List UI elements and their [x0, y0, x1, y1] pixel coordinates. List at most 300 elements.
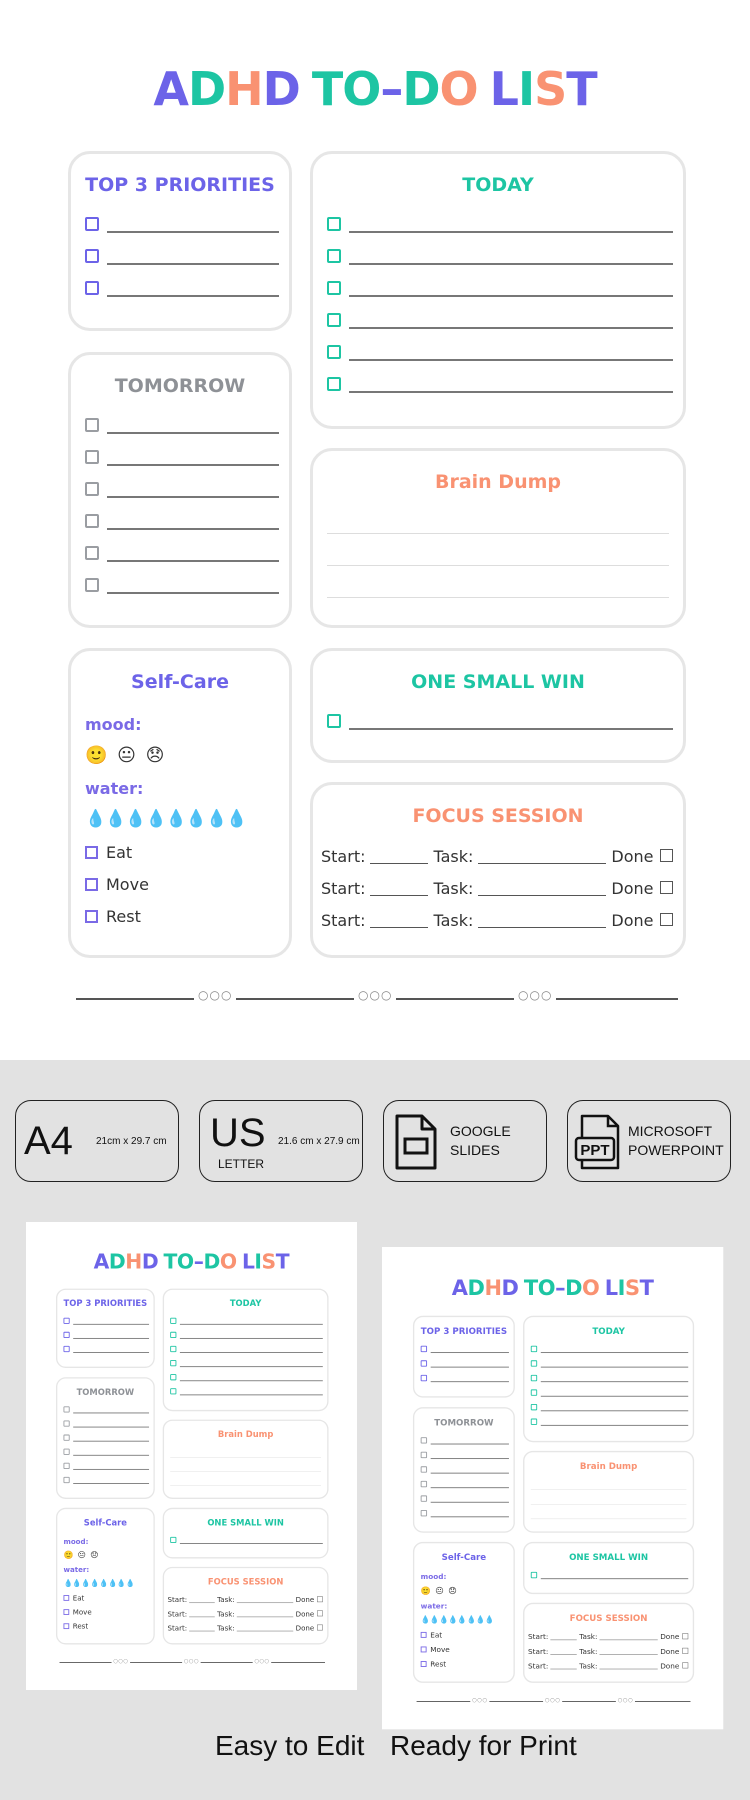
title-letter: T — [566, 62, 597, 116]
title-letter: T — [639, 1275, 654, 1300]
title-letter: A — [93, 1249, 109, 1274]
write-line — [180, 1324, 323, 1325]
checkbox[interactable] — [421, 1437, 427, 1443]
checkbox[interactable] — [421, 1346, 427, 1352]
tomorrow-task-row — [63, 1476, 149, 1485]
focus-row — [168, 1610, 323, 1618]
brain-dump-card — [523, 1451, 694, 1533]
tomorrow-task-row — [63, 1405, 149, 1414]
checkbox[interactable] — [170, 1346, 176, 1352]
write-line — [73, 1455, 149, 1456]
divider-segment — [271, 1662, 325, 1663]
done-label: Done — [660, 1632, 680, 1642]
checkbox[interactable] — [63, 1406, 69, 1412]
tomorrow-task-row — [85, 512, 279, 532]
checkbox[interactable] — [421, 1495, 427, 1501]
checkbox[interactable] — [85, 482, 99, 496]
win-task-row — [170, 1536, 323, 1545]
tomorrow-card — [68, 352, 292, 628]
write-line — [431, 1381, 509, 1382]
thumbnail-a4 — [26, 1222, 357, 1690]
top3-priorities-card — [413, 1316, 515, 1398]
self-care-item-label: Move — [106, 875, 149, 894]
divider-dots-icon: ○○○ — [518, 988, 553, 1002]
title-letter: D — [501, 1275, 519, 1300]
tomorrow-task-row — [421, 1436, 509, 1445]
checkbox[interactable] — [531, 1572, 537, 1578]
today-task-row — [170, 1373, 323, 1382]
checkbox[interactable] — [421, 1661, 427, 1667]
top3-task-row — [85, 279, 279, 299]
self-care-item — [63, 1608, 91, 1616]
self-care-item — [85, 843, 132, 862]
today-heading: TODAY — [229, 1298, 262, 1309]
write-line — [541, 1381, 688, 1382]
checkbox[interactable] — [531, 1360, 537, 1366]
done-checkbox[interactable] — [317, 1625, 323, 1631]
slides-file-icon — [394, 1113, 438, 1171]
water-drops: 💧💧💧💧💧💧💧💧 — [63, 1578, 135, 1588]
write-line — [107, 560, 279, 562]
write-line — [431, 1352, 509, 1353]
footer-divider — [60, 1658, 324, 1665]
checkbox[interactable] — [85, 450, 99, 464]
divider-dots-icon: ○○○ — [472, 1696, 488, 1703]
win-heading: ONE SMALL WIN — [411, 671, 585, 693]
title-letter: T — [523, 1275, 538, 1300]
focus-row — [168, 1596, 323, 1604]
checkbox[interactable] — [85, 249, 99, 263]
write-line — [349, 327, 673, 329]
powerpoint-line1: MICROSOFT — [628, 1123, 712, 1139]
title-letter: D — [565, 1275, 582, 1300]
focus-row — [321, 847, 673, 866]
a4-size-badge — [15, 1100, 179, 1182]
checkbox[interactable] — [531, 1389, 537, 1395]
checkbox[interactable] — [85, 418, 99, 432]
write-line — [180, 1366, 323, 1367]
brain-dump-line — [327, 597, 669, 598]
self-care-item-label: Move — [430, 1645, 450, 1654]
write-line — [107, 528, 279, 530]
task-label: Task: — [433, 847, 474, 866]
page-title — [26, 1249, 357, 1273]
focus-heading: FOCUS SESSION — [412, 805, 584, 827]
today-card — [163, 1289, 329, 1412]
easy-to-edit-tagline: Easy to Edit — [215, 1730, 365, 1761]
done-checkbox[interactable] — [317, 1596, 323, 1602]
title-letter: A — [153, 62, 188, 116]
us-letter-badge — [199, 1100, 363, 1182]
today-task-row — [170, 1359, 323, 1368]
water-label: water: — [85, 779, 144, 798]
title-letter: L — [241, 1249, 255, 1274]
page-title — [382, 1275, 723, 1300]
self-care-item — [85, 907, 141, 926]
brain-heading: Brain Dump — [217, 1429, 274, 1440]
write-line — [73, 1441, 149, 1442]
title-letter: D — [141, 1249, 159, 1274]
checkbox[interactable] — [63, 1449, 69, 1455]
thumbnail-us-letter — [382, 1247, 723, 1703]
a4-dimensions: 21cm x 29.7 cm — [96, 1136, 167, 1147]
tomorrow-task-row — [421, 1451, 509, 1460]
today-task-row — [531, 1418, 688, 1427]
win-task-row — [327, 712, 673, 732]
done-checkbox[interactable] — [660, 849, 673, 862]
start-label: Start: — [167, 1595, 188, 1604]
checkbox[interactable] — [63, 1595, 69, 1601]
today-task-row — [170, 1331, 323, 1340]
title-letter: S — [261, 1249, 276, 1274]
write-line — [107, 592, 279, 594]
checkbox[interactable] — [63, 1420, 69, 1426]
today-task-row — [531, 1374, 688, 1383]
self-care-item-label: Rest — [430, 1659, 447, 1669]
tomorrow-task-row — [421, 1509, 509, 1518]
task-label: Task: — [217, 1609, 235, 1619]
write-line — [541, 1367, 688, 1368]
done-label: Done — [295, 1609, 315, 1619]
water-drops: 💧💧💧💧💧💧💧💧 — [420, 1615, 495, 1625]
tomorrow-task-row — [85, 544, 279, 564]
title-letter: S — [625, 1275, 640, 1300]
checkbox[interactable] — [85, 846, 98, 859]
today-task-row — [531, 1345, 688, 1354]
google-slides-line1: GOOGLE — [450, 1123, 511, 1139]
focus-row — [321, 879, 673, 898]
focus-row — [168, 1624, 323, 1632]
tomorrow-task-row — [63, 1448, 149, 1457]
checkbox[interactable] — [421, 1452, 427, 1458]
write-line — [107, 295, 279, 297]
top3-priorities-card — [68, 151, 292, 331]
self-care-item-label: Move — [72, 1607, 92, 1617]
divider-segment — [130, 1662, 182, 1663]
focus-row — [528, 1632, 688, 1641]
start-blank — [370, 914, 428, 928]
write-line — [180, 1543, 323, 1544]
title-letter: I — [254, 1249, 262, 1274]
win-heading: ONE SMALL WIN — [207, 1517, 284, 1528]
water-drops: 💧💧💧💧💧💧💧💧 — [85, 809, 247, 829]
google-slides-line2: SLIDES — [450, 1142, 500, 1158]
divider-segment — [60, 1662, 112, 1663]
checkbox[interactable] — [170, 1318, 176, 1324]
start-blank — [551, 1663, 577, 1669]
start-label: Start: — [528, 1646, 549, 1656]
done-label: Done — [611, 847, 654, 866]
checkbox[interactable] — [63, 1623, 69, 1629]
today-task-row — [327, 375, 673, 395]
write-line — [107, 464, 279, 466]
title-letter: T — [163, 1249, 177, 1274]
checkbox[interactable] — [421, 1632, 427, 1638]
divider-segment — [417, 1701, 471, 1702]
ppt-file-icon — [574, 1113, 624, 1171]
task-blank — [478, 882, 606, 896]
title-letter: I — [617, 1275, 626, 1300]
start-label: Start: — [321, 847, 366, 866]
task-blank — [478, 914, 606, 928]
title-letter: S — [534, 62, 567, 116]
write-line — [107, 263, 279, 265]
top3-task-row — [85, 247, 279, 267]
checkbox[interactable] — [421, 1510, 427, 1516]
promo-area — [0, 1060, 750, 1800]
tomorrow-task-row — [85, 448, 279, 468]
checkbox[interactable] — [531, 1346, 537, 1352]
tomorrow-task-row — [85, 576, 279, 596]
start-label: Start: — [321, 879, 366, 898]
done-label: Done — [295, 1623, 315, 1633]
start-blank — [551, 1648, 577, 1654]
mood-label: mood: — [85, 715, 142, 734]
tomorrow-heading: TOMORROW — [76, 1387, 135, 1398]
checkbox[interactable] — [63, 1318, 69, 1324]
write-line — [541, 1425, 688, 1426]
tomorrow-card — [56, 1377, 155, 1499]
tomorrow-task-row — [85, 480, 279, 500]
write-line — [107, 432, 279, 434]
mood-emojis: 🙂 😐 😞 — [85, 745, 167, 766]
checkbox[interactable] — [85, 281, 99, 295]
done-label: Done — [611, 911, 654, 930]
letter-label: LETTER — [218, 1157, 265, 1171]
win-task-row — [531, 1571, 688, 1580]
start-label: Start: — [321, 911, 366, 930]
today-task-row — [531, 1359, 688, 1368]
start-blank — [189, 1597, 215, 1603]
title-letter: – — [380, 62, 403, 116]
self-care-card — [56, 1508, 155, 1645]
mood-label: mood: — [63, 1537, 89, 1546]
top3-task-row — [85, 215, 279, 235]
write-line — [541, 1396, 688, 1397]
one-small-win-card — [523, 1542, 694, 1594]
a4-label: A4 — [24, 1119, 73, 1163]
title-letter: O — [176, 1249, 194, 1274]
divider-dots-icon: ○○○ — [198, 988, 233, 1002]
focus-heading: FOCUS SESSION — [207, 1577, 284, 1587]
task-blank — [600, 1648, 658, 1654]
today-task-row — [531, 1389, 688, 1398]
top3-task-row — [421, 1359, 509, 1368]
task-label: Task: — [579, 1646, 598, 1656]
checkbox[interactable] — [63, 1463, 69, 1469]
divider-segment — [236, 998, 354, 1000]
checkbox[interactable] — [85, 910, 98, 923]
footer-divider — [417, 1697, 689, 1704]
checkbox[interactable] — [85, 546, 99, 560]
checkbox[interactable] — [327, 217, 341, 231]
checkbox[interactable] — [63, 1332, 69, 1338]
google-slides-badge — [383, 1100, 547, 1182]
brain-dump-line — [327, 565, 669, 566]
divider-segment — [635, 1701, 691, 1702]
checkbox[interactable] — [421, 1481, 427, 1487]
checkbox[interactable] — [170, 1374, 176, 1380]
top3-task-row — [63, 1345, 149, 1354]
task-blank — [237, 1611, 293, 1617]
footer-divider — [76, 988, 674, 1004]
top3-task-row — [63, 1331, 149, 1340]
checkbox[interactable] — [327, 249, 341, 263]
divider-dots-icon: ○○○ — [544, 1696, 561, 1703]
task-label: Task: — [579, 1661, 598, 1671]
title-letter: L — [489, 62, 518, 116]
write-line — [541, 1410, 688, 1411]
write-line — [73, 1338, 149, 1339]
done-checkbox[interactable] — [660, 881, 673, 894]
divider-segment — [201, 1662, 253, 1663]
write-line — [107, 496, 279, 498]
tomorrow-heading: TOMORROW — [434, 1417, 494, 1428]
checkbox[interactable] — [531, 1404, 537, 1410]
today-task-row — [327, 343, 673, 363]
write-line — [73, 1469, 149, 1470]
us-dimensions: 21.6 cm x 27.9 cm — [278, 1136, 360, 1147]
title-letter: – — [193, 1249, 204, 1274]
focus-row — [528, 1647, 688, 1656]
checkbox[interactable] — [170, 1360, 176, 1366]
checkbox[interactable] — [170, 1332, 176, 1338]
task-blank — [478, 850, 606, 864]
task-label: Task: — [217, 1595, 235, 1604]
done-checkbox[interactable] — [660, 913, 673, 926]
tomorrow-heading: TOMORROW — [114, 375, 246, 397]
write-line — [541, 1352, 688, 1353]
task-label: Task: — [217, 1623, 235, 1633]
write-line — [431, 1516, 509, 1517]
write-line — [180, 1338, 323, 1339]
title-letter: O — [581, 1275, 600, 1300]
write-line — [431, 1458, 509, 1459]
self-care-item-label: Rest — [106, 907, 141, 926]
checkbox[interactable] — [327, 281, 341, 295]
write-line — [180, 1380, 323, 1381]
mood-emojis: 🙂 😐 😞 — [420, 1585, 458, 1596]
focus-session-card — [163, 1567, 329, 1645]
win-heading: ONE SMALL WIN — [569, 1552, 649, 1563]
done-checkbox[interactable] — [682, 1633, 688, 1639]
checkbox[interactable] — [85, 217, 99, 231]
checkbox[interactable] — [327, 345, 341, 359]
checkbox[interactable] — [85, 514, 99, 528]
divider-dots-icon: ○○○ — [254, 1657, 270, 1664]
done-checkbox[interactable] — [682, 1662, 688, 1668]
today-task-row — [327, 247, 673, 267]
top3-priorities-card — [56, 1289, 155, 1368]
write-line — [107, 231, 279, 233]
checkbox[interactable] — [170, 1537, 176, 1543]
selfcare-heading: Self-Care — [441, 1552, 487, 1563]
write-line — [349, 263, 673, 265]
self-care-item-label: Eat — [106, 843, 133, 862]
thumbnail-us-sheet — [382, 1247, 723, 1729]
divider-segment — [489, 1701, 543, 1702]
task-blank — [237, 1597, 293, 1603]
task-label: Task: — [433, 911, 474, 930]
today-card — [310, 151, 686, 429]
divider-segment — [556, 998, 678, 1000]
checkbox[interactable] — [327, 714, 341, 728]
write-line — [431, 1367, 509, 1368]
write-line — [73, 1427, 149, 1428]
checkbox[interactable] — [421, 1466, 427, 1472]
checkbox[interactable] — [85, 878, 98, 891]
title-letter: D — [203, 1249, 220, 1274]
today-task-row — [531, 1403, 688, 1412]
top3-task-row — [63, 1317, 149, 1326]
title-letter: D — [402, 62, 440, 116]
today-task-row — [327, 311, 673, 331]
start-label: Start: — [528, 1632, 549, 1642]
write-line — [73, 1413, 149, 1414]
tomorrow-task-row — [63, 1420, 149, 1429]
self-care-item — [421, 1631, 442, 1640]
tomorrow-task-row — [63, 1462, 149, 1471]
svg-text:PPT: PPT — [580, 1142, 610, 1159]
checkbox[interactable] — [63, 1346, 69, 1352]
today-task-row — [327, 279, 673, 299]
checkbox[interactable] — [421, 1646, 427, 1652]
tomorrow-card — [413, 1407, 515, 1533]
done-label: Done — [611, 879, 654, 898]
checkbox[interactable] — [63, 1609, 69, 1615]
start-blank — [189, 1625, 215, 1631]
brain-dump-card — [163, 1420, 329, 1499]
title-letter: H — [225, 62, 263, 116]
top3-task-row — [421, 1345, 509, 1354]
today-task-row — [170, 1345, 323, 1354]
self-care-item — [421, 1645, 450, 1654]
done-checkbox[interactable] — [317, 1611, 323, 1617]
checkbox[interactable] — [327, 313, 341, 327]
title-letter: D — [262, 62, 300, 116]
focus-row — [321, 911, 673, 930]
done-label: Done — [660, 1646, 680, 1656]
done-checkbox[interactable] — [682, 1648, 688, 1654]
title-letter: T — [275, 1249, 290, 1274]
write-line — [431, 1473, 509, 1474]
checkbox[interactable] — [421, 1375, 427, 1381]
checkbox[interactable] — [531, 1375, 537, 1381]
done-label: Done — [295, 1595, 315, 1604]
checkbox[interactable] — [421, 1360, 427, 1366]
brain-heading: Brain Dump — [579, 1461, 638, 1472]
title-letter: O — [439, 62, 478, 116]
checkbox[interactable] — [63, 1435, 69, 1441]
checkbox[interactable] — [170, 1388, 176, 1394]
focus-row — [528, 1662, 688, 1671]
title-letter: H — [484, 1275, 502, 1300]
checkbox[interactable] — [85, 578, 99, 592]
page-title — [0, 62, 750, 116]
brain-dump-line — [327, 533, 669, 534]
tomorrow-task-row — [85, 416, 279, 436]
powerpoint-line2: POWERPOINT — [628, 1142, 724, 1158]
tomorrow-task-row — [421, 1495, 509, 1504]
title-letter: A — [451, 1275, 468, 1300]
checkbox[interactable] — [63, 1477, 69, 1483]
write-line — [431, 1502, 509, 1503]
self-care-item — [63, 1622, 88, 1630]
checkbox[interactable] — [531, 1419, 537, 1425]
write-line — [349, 231, 673, 233]
checkbox[interactable] — [327, 377, 341, 391]
one-small-win-card — [310, 648, 686, 763]
